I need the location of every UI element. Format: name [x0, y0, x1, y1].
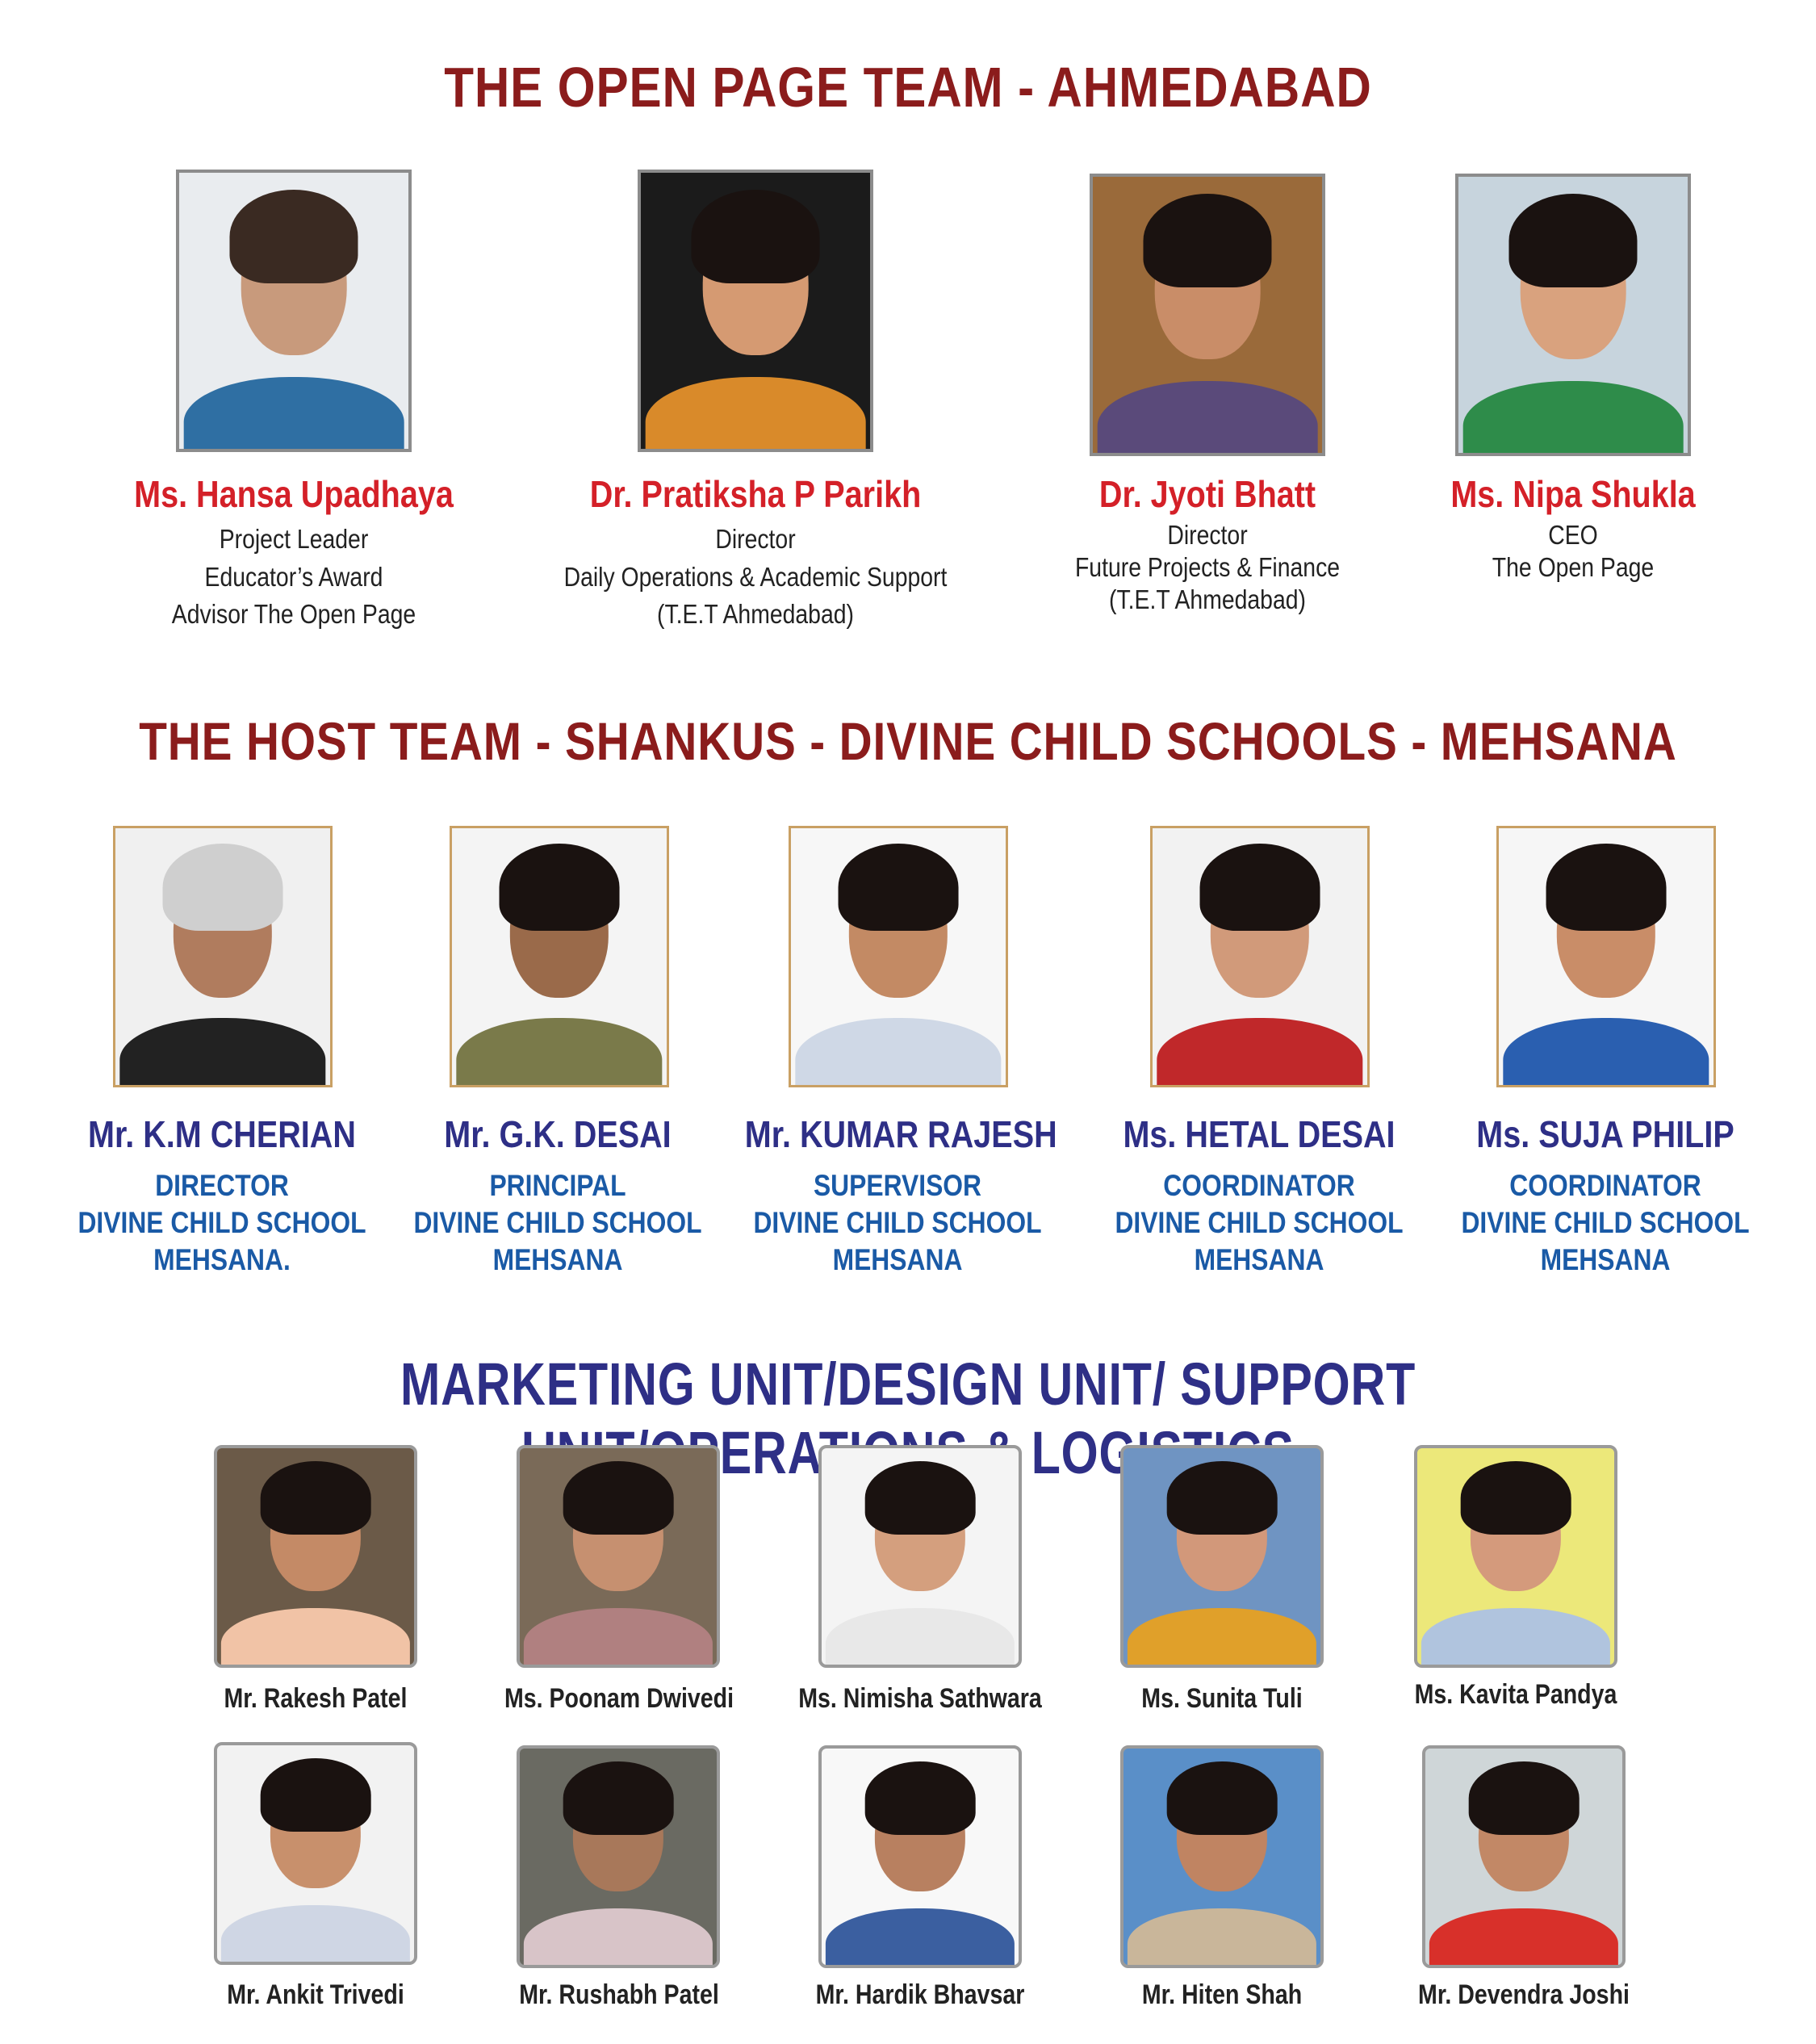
member-name: Dr. Jyoti Bhatt [1098, 473, 1316, 515]
member-school: DIVINE CHILD SCHOOL [77, 1206, 366, 1239]
member-photo [1414, 1445, 1617, 1668]
member-name: Mr. Rushabh Patel [519, 1979, 719, 2010]
member-photo [1422, 1745, 1626, 1968]
member-city: MEHSANA [1540, 1243, 1671, 1276]
member-role: SUPERVISOR [813, 1169, 982, 1202]
member-role: COORDINATOR [1163, 1169, 1355, 1202]
member-name: Mr. Devendra Joshi [1418, 1979, 1630, 2010]
member-name: Mr. G.K. DESAI [444, 1113, 672, 1155]
member-role-line: (T.E.T Ahmedabad) [1109, 584, 1306, 614]
member-city: MEHSANA. [153, 1243, 291, 1276]
member-city: MEHSANA [832, 1243, 963, 1276]
member-name: Ms. SUJA PHILIP [1476, 1113, 1734, 1155]
member-photo [450, 826, 669, 1087]
member-name: Mr. KUMAR RAJESH [744, 1113, 1057, 1155]
member-role-line: (T.E.T Ahmedabad) [657, 599, 854, 629]
member-role-line: CEO [1548, 520, 1598, 550]
member-school: DIVINE CHILD SCHOOL [413, 1206, 702, 1239]
member-name: Ms. Kavita Pandya [1414, 1679, 1617, 1710]
member-photo [517, 1745, 720, 1968]
member-city: MEHSANA [1194, 1243, 1324, 1276]
member-role-line: Director [715, 524, 796, 554]
member-role: DIRECTOR [155, 1169, 289, 1202]
member-photo [214, 1742, 417, 1965]
member-name: Ms. Hansa Upadhaya [134, 473, 454, 515]
member-photo [214, 1445, 417, 1668]
member-name: Mr. K.M CHERIAN [88, 1113, 356, 1155]
member-photo [818, 1445, 1022, 1668]
member-name: Mr. Rakesh Patel [224, 1683, 408, 1714]
member-role-line: Daily Operations & Academic Support [563, 562, 948, 592]
member-name: Mr. Hardik Bhavsar [815, 1979, 1025, 2010]
member-name: Mr. Ankit Trivedi [227, 1979, 404, 2010]
member-name: Ms. HETAL DESAI [1123, 1113, 1395, 1155]
member-role-line: The Open Page [1492, 552, 1655, 582]
member-photo [113, 826, 333, 1087]
member-photo [638, 170, 873, 452]
member-photo [517, 1445, 720, 1668]
member-name: Ms. Nipa Shukla [1450, 473, 1696, 515]
open-page-team-heading: THE OPEN PAGE TEAM - AHMEDABAD [444, 56, 1372, 119]
member-role-line: Future Projects & Finance [1074, 552, 1341, 582]
member-school: DIVINE CHILD SCHOOL [753, 1206, 1042, 1239]
member-role: COORDINATOR [1509, 1169, 1701, 1202]
member-school: DIVINE CHILD SCHOOL [1115, 1206, 1404, 1239]
member-photo [789, 826, 1008, 1087]
marketing-unit-heading: MARKETING UNIT/DESIGN UNIT/ SUPPORT UNIT/OPERATIONS [400, 1351, 1416, 1486]
member-role-line: Project Leader [219, 524, 369, 554]
member-role-line: Director [1167, 520, 1248, 550]
host-team-heading: THE HOST TEAM - SHANKUS - DIVINE CHILD SCHOOLS - MEHSANA [139, 711, 1677, 771]
member-role-line: Advisor The Open Page [171, 599, 416, 629]
member-photo [1120, 1745, 1324, 1968]
member-photo [1120, 1445, 1324, 1668]
member-photo [1455, 174, 1691, 456]
member-photo [1496, 826, 1716, 1087]
member-school: DIVINE CHILD SCHOOL [1461, 1206, 1750, 1239]
member-name: Dr. Pratiksha P Parikh [589, 473, 922, 515]
member-photo [1150, 826, 1370, 1087]
member-name: Ms. Sunita Tuli [1141, 1683, 1303, 1714]
member-city: MEHSANA [492, 1243, 623, 1276]
member-role: PRINCIPAL [489, 1169, 626, 1202]
member-name: Mr. Hiten Shah [1141, 1979, 1303, 2010]
member-photo [176, 170, 412, 452]
member-name: Ms. Nimisha Sathwara [798, 1683, 1042, 1714]
member-photo [1090, 174, 1325, 456]
member-role-line: Educator’s Award [204, 562, 383, 592]
member-name: Ms. Poonam Dwivedi [504, 1683, 734, 1714]
member-photo [818, 1745, 1022, 1968]
